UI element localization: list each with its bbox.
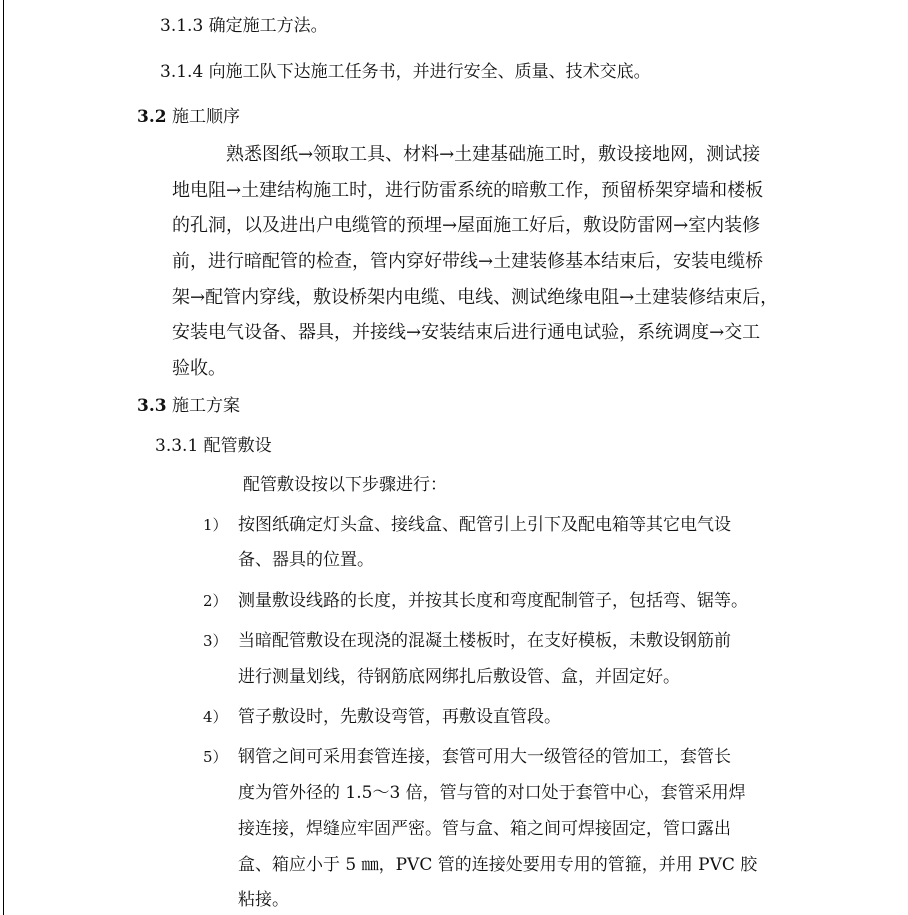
- section-3-2-number: 3.2: [137, 107, 167, 127]
- step-1-line-1: 按图纸确定灯头盒、接线盒、配管引上引下及配电箱等其它电气设: [238, 515, 731, 535]
- step-5-line-5: 粘接。: [238, 890, 289, 910]
- sequence-line-5: 架→配管内穿线，敷设桥架内电缆、电线、测试绝缘电阻→土建装修结束后，: [172, 287, 779, 308]
- step-5-line-1: 钢管之间可采用套管连接，套管可用大一级管径的管加工，套管长: [238, 747, 731, 767]
- section-3-3-number: 3.3: [137, 396, 167, 416]
- step-5-number: 5）: [203, 748, 228, 766]
- step-5-line-4: 盒、箱应小于 5 ㎜，PVC 管的连接处要用专用的管箍，并用 PVC 胶: [238, 855, 758, 875]
- step-3-number: 3）: [203, 632, 228, 650]
- section-3-3-title: 施工方案: [172, 396, 240, 416]
- sequence-line-7: 验收。: [172, 358, 226, 379]
- sequence-line-2: 地电阻→土建结构施工时，进行防雷系统的暗敷工作，预留桥架穿墙和楼板: [172, 180, 764, 201]
- item-3-1-3: 3.1.3 确定施工方法。: [160, 16, 328, 36]
- step-2-number: 2）: [203, 592, 228, 610]
- step-5-line-3: 接连接，焊缝应牢固严密。管与盒、箱之间可焊接固定，管口露出: [238, 819, 731, 839]
- steps-intro: 配管敷设按以下步骤进行：: [243, 475, 447, 495]
- item-3-1-4: 3.1.4 向施工队下达施工任务书，并进行安全、质量、技术交底。: [160, 62, 651, 82]
- sequence-line-4: 前，进行暗配管的检查，管内穿好带线→土建装修基本结束后，安装电缆桥: [172, 251, 764, 272]
- sequence-line-3: 的孔洞，以及进出户电缆管的预埋→屋面施工好后，敷设防雷网→室内装修: [172, 215, 761, 236]
- sequence-line-6: 安装电气设备、器具，并接线→安装结束后进行通电试验，系统调度→交工: [172, 322, 761, 343]
- step-4-line-1: 管子敷设时，先敷设弯管，再敷设直管段。: [238, 707, 561, 727]
- step-2-line-1: 测量敷设线路的长度，并按其长度和弯度配制管子，包括弯、锯等。: [238, 591, 748, 611]
- sequence-line-1: 熟悉图纸→领取工具、材料→土建基础施工时，敷设接地网，测试接: [226, 144, 761, 165]
- subsection-3-3-1: 3.3.1 配管敷设: [155, 436, 272, 456]
- step-3-line-2: 进行测量划线，待钢筋底网绑扎后敷设管、盒，并固定好。: [238, 667, 680, 687]
- step-5-line-2: 度为管外径的 1.5～3 倍，管与管的对口处于套管中心，套管采用焊: [238, 783, 746, 803]
- step-3-line-1: 当暗配管敷设在现浇的混凝土楼板时，在支好模板，未敷设钢筋前: [238, 631, 731, 651]
- step-1-line-2: 备、器具的位置。: [238, 550, 374, 570]
- step-4-number: 4）: [203, 708, 228, 726]
- page-left-border: [3, 0, 4, 915]
- section-3-2-title: 施工顺序: [172, 107, 240, 127]
- step-1-number: 1）: [203, 516, 228, 534]
